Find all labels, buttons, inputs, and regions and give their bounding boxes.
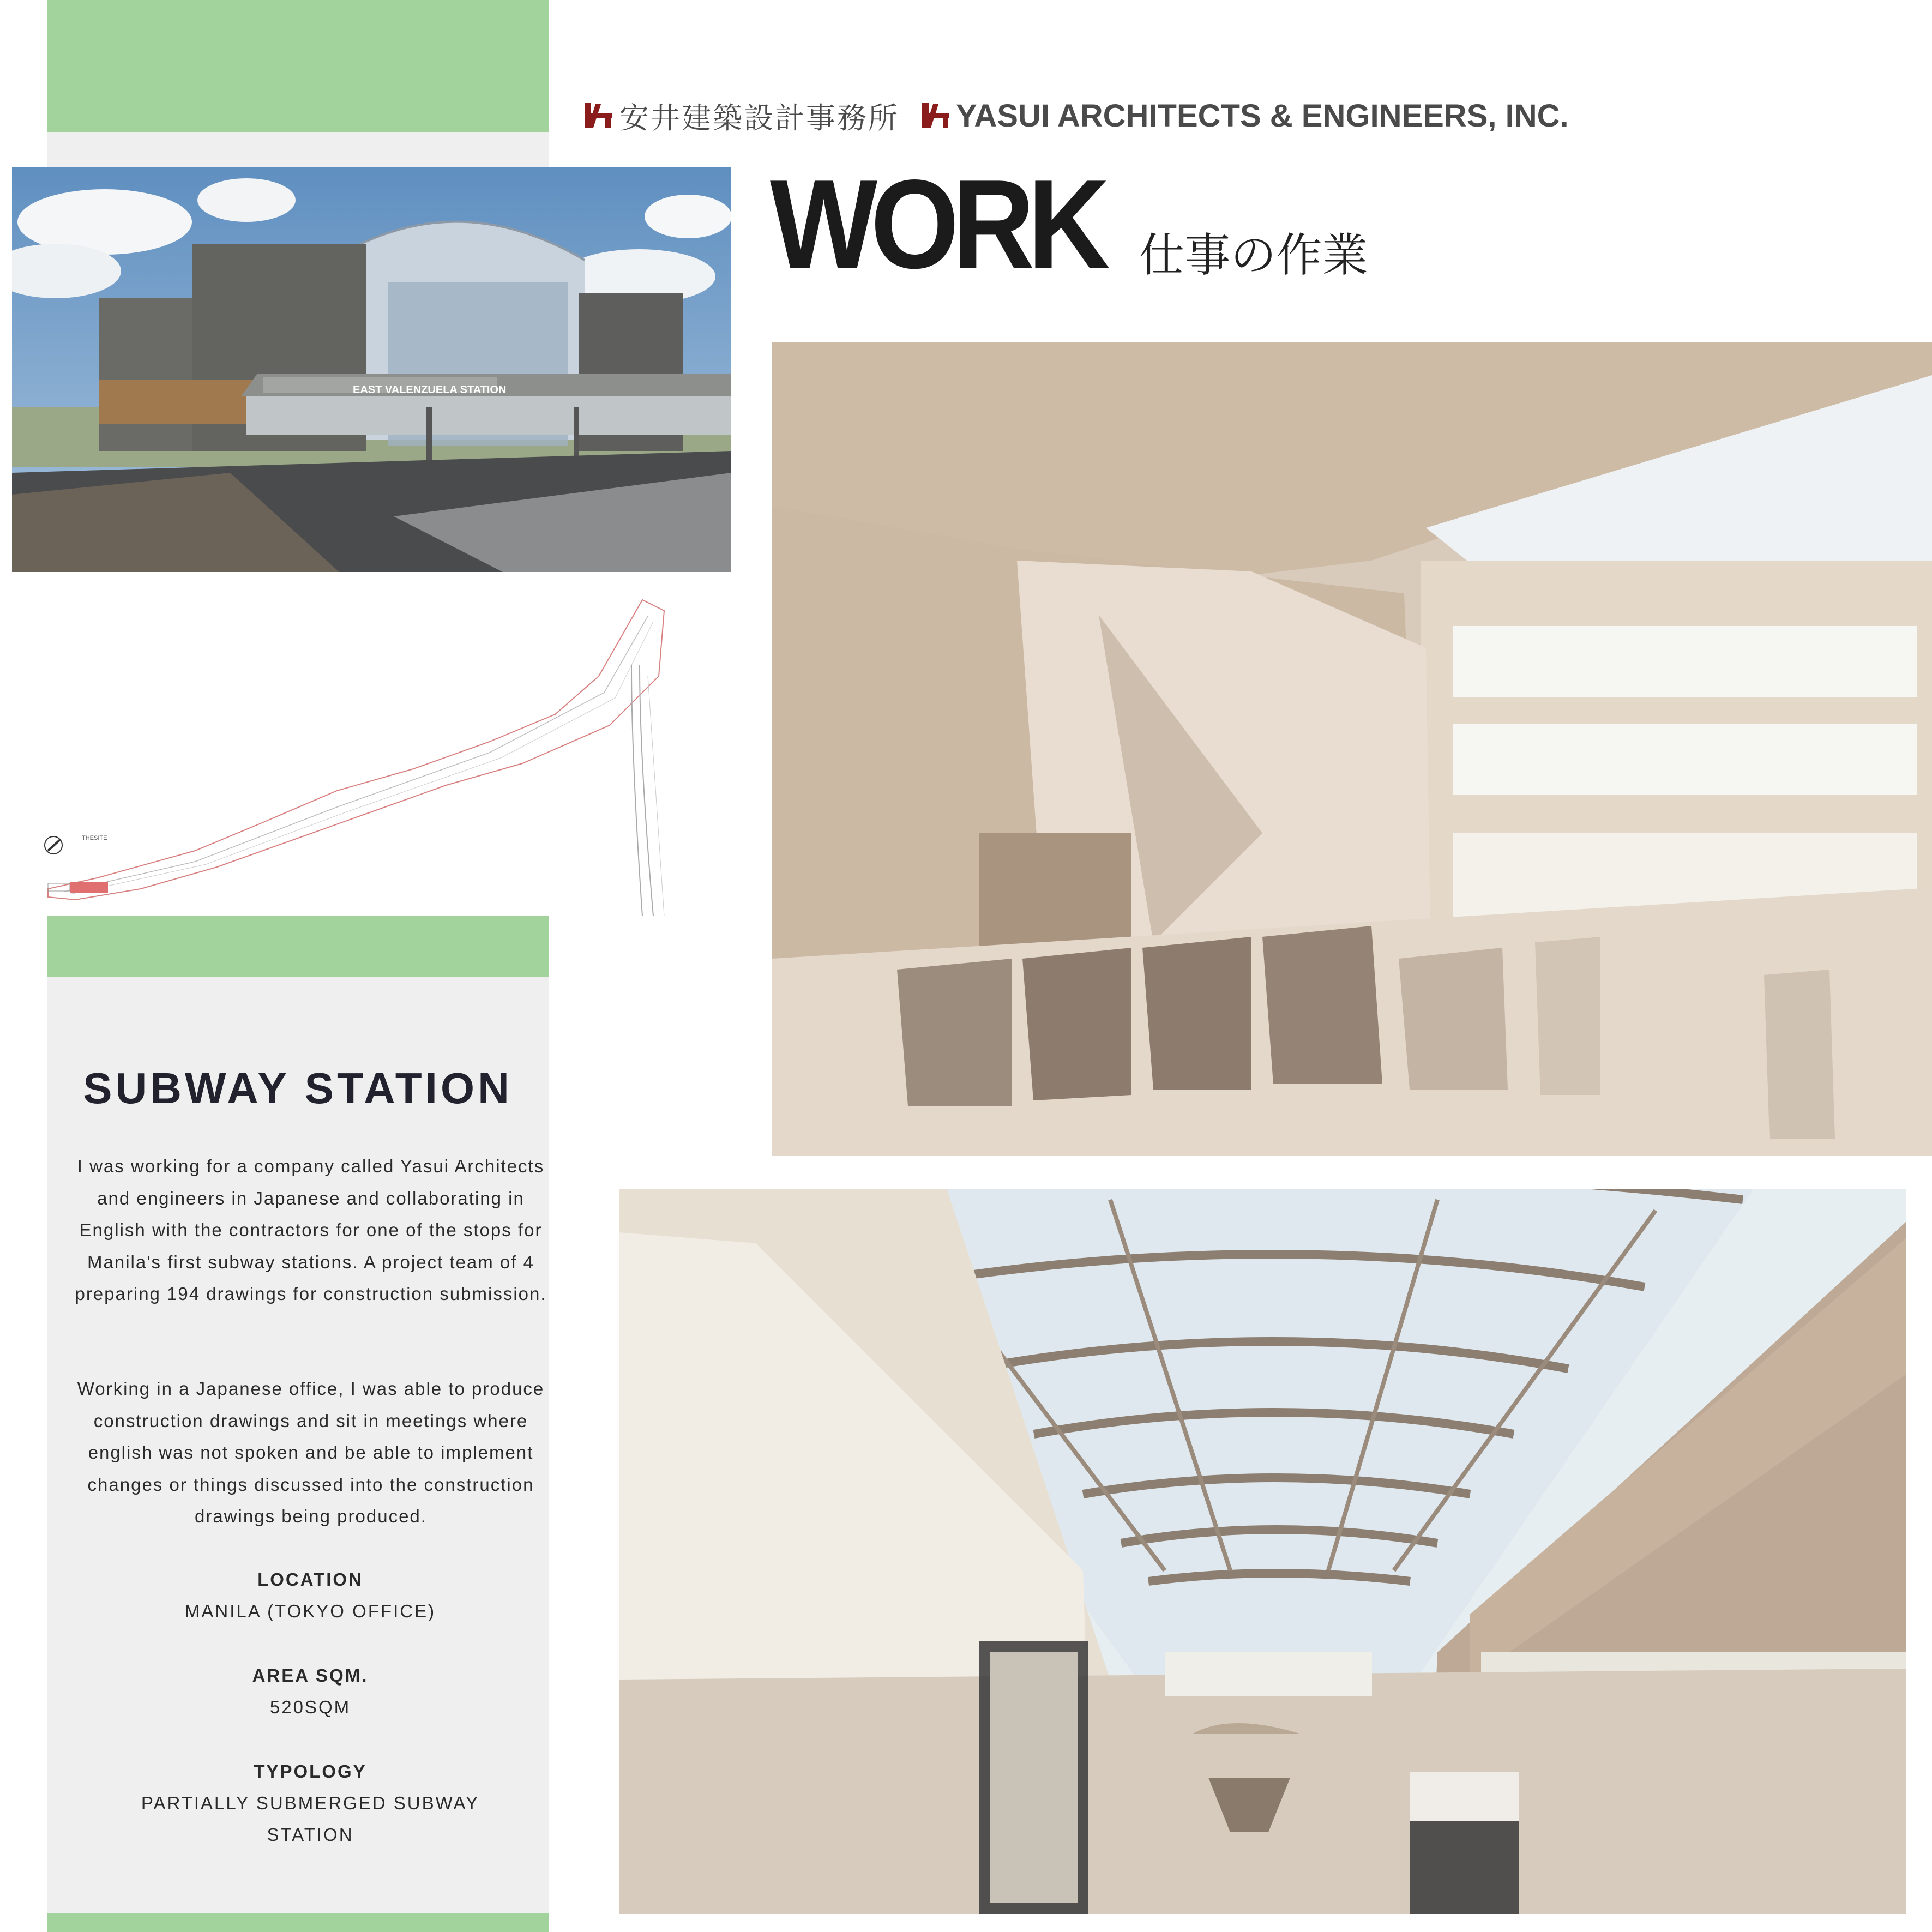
company-logo-mark-icon (583, 101, 613, 130)
project-description-1: I was working for a company called Yasui Architects and engineers in Japanese and collaborating in English with the contractors for one of the stops for Manila's first subway stations. A project team of 4 preparing 194 drawings for construction submission. (75, 1156, 547, 1304)
area-value: 520SQM (269, 1697, 351, 1717)
mid-green-band (47, 914, 549, 977)
vaulted-hall-rendering (619, 1189, 1906, 1914)
work-subtitle-jp: 仕事の作業 (1139, 228, 1368, 282)
project-description-2: Working in a Japanese office, I was able to produce construction drawings and sit in meetings where english was not spoken and be able to implement changes or things discussed into the construction drawings being produced. (77, 1379, 545, 1526)
top-green-band (47, 0, 549, 132)
company-name-en: YASUI ARCHITECTS & ENGINEERS, INC. (956, 98, 1569, 134)
area-label: AREA SQM. (252, 1665, 369, 1686)
typology-label: TYPOLOGY (254, 1761, 367, 1781)
bottom-green-band (47, 1913, 549, 1932)
company-logo (583, 94, 1569, 137)
site-plan-label: THESITE (82, 835, 107, 841)
top-grey-band (47, 132, 549, 167)
interior-concourse-rendering (772, 342, 1932, 1156)
location-label: LOCATION (257, 1569, 363, 1590)
exterior-rendering (12, 167, 731, 572)
station-sign: EAST VALENZUELA STATION (353, 384, 507, 396)
company-name-jp: 安井建築設計事務所 (619, 100, 899, 135)
location-value: MANILA (TOKYO OFFICE) (184, 1601, 436, 1621)
site-plan (32, 594, 681, 916)
page-title (770, 152, 1368, 295)
project-title: SUBWAY STATION (83, 1064, 513, 1112)
typology-value: PARTIALLY SUBMERGED SUBWAY STATION (141, 1793, 480, 1845)
work-title: WORK (770, 154, 1103, 295)
company-logo-mark-icon (921, 101, 950, 130)
